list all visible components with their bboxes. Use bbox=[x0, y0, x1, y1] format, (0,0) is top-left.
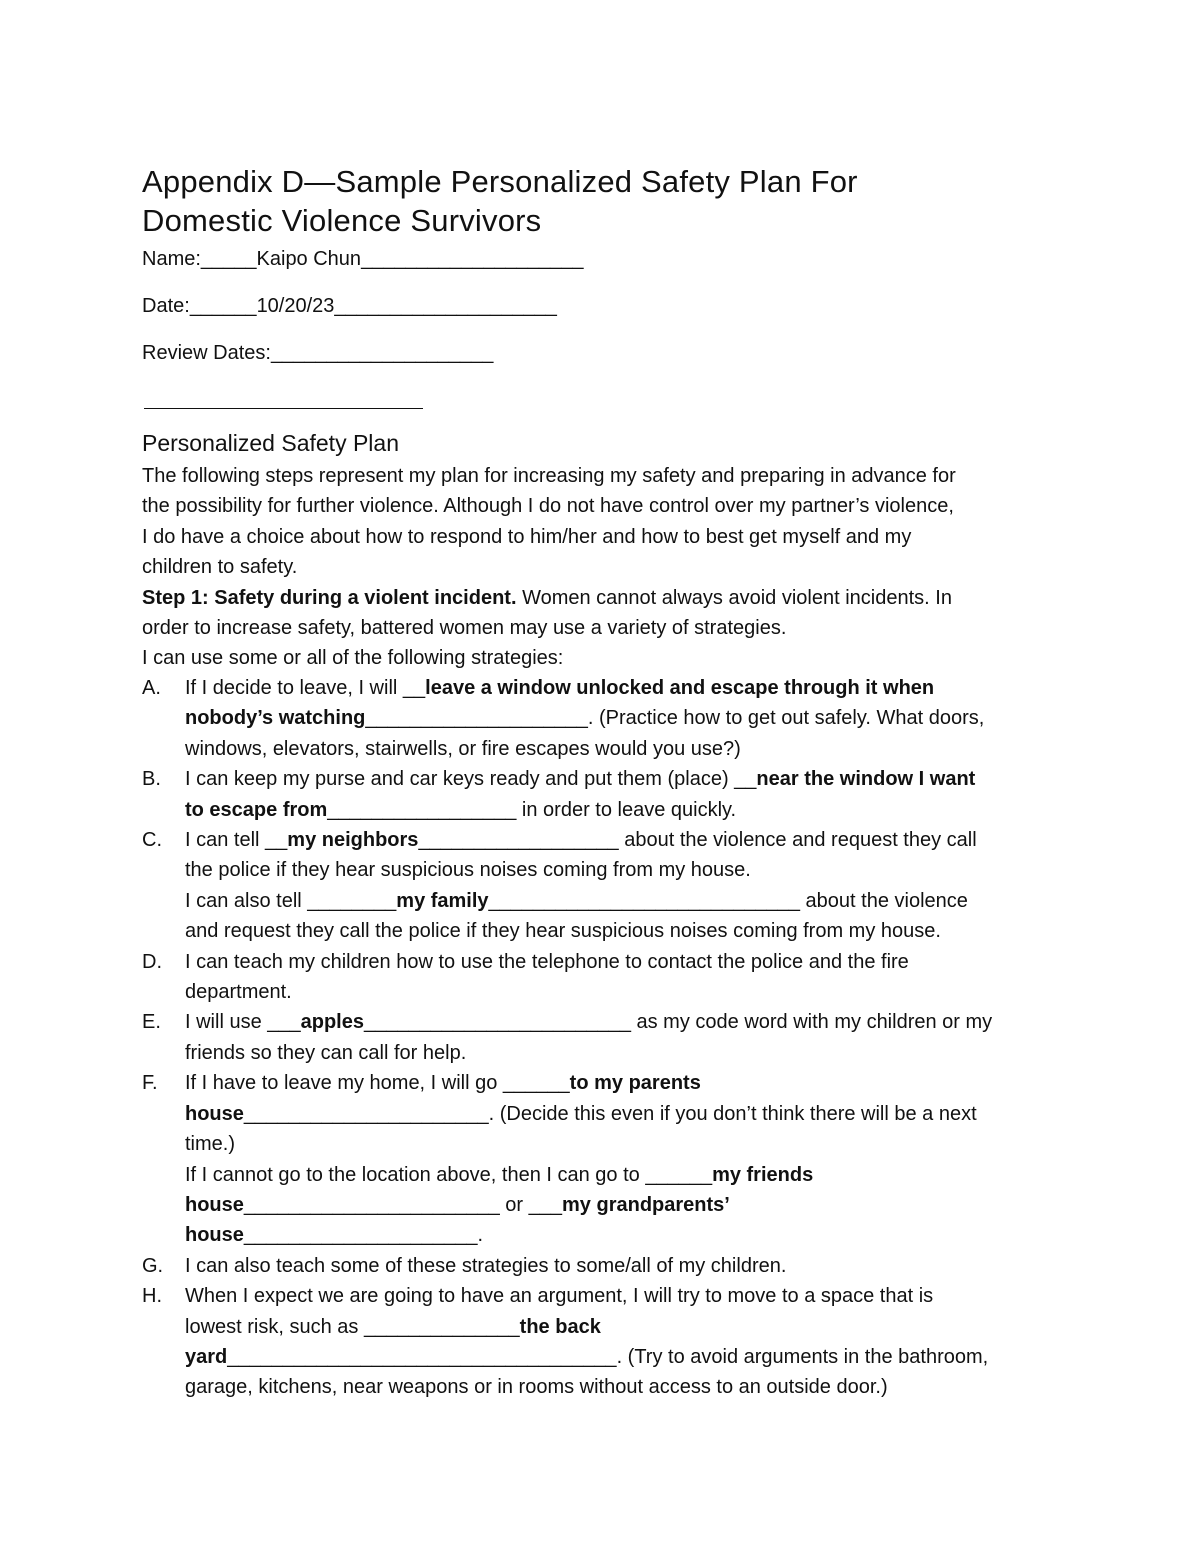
date-value: 10/20/23 bbox=[256, 295, 335, 317]
intro-paragraph: The following steps represent my plan for increasing my safety and preparing in advance for the possibility for further violence. Although I do not have control over my partner’s violence, I do have a choice about how to respond to him/her and how to best get myself and my children to safety. Step 1: Safety during a violent incident. Women cannot always avoid violent incidents. In order to increase safety, battered women may use a variety of strategies. I can use some or all of the following strategies: bbox=[142, 461, 1042, 674]
list-item-d: D. I can teach my children how to use the telephone to contact the police and the fire department. bbox=[142, 947, 1042, 1008]
list-marker: C. bbox=[142, 829, 162, 852]
list-marker: D. bbox=[142, 950, 162, 973]
list-marker: G. bbox=[142, 1254, 164, 1277]
review-dates-field bbox=[142, 340, 493, 366]
date-field: Date:______10/20/23____________________ bbox=[142, 295, 557, 317]
signature-line bbox=[144, 408, 423, 409]
list-item-c: C. I can tell __my neighbors__________________ about the violence and request they call the police if they hear suspicious noises coming from my house. I can also tell ________my family____________________________ about the violence and request they call the police if they hear suspicious noises coming from my house. bbox=[142, 825, 1042, 947]
title-line-1: Appendix D—Sample Personalized Safety Plan For bbox=[142, 164, 858, 199]
list-item-b: B. I can keep my purse and car keys ready and put them (place) __near the window I want to escape from_________________ in order to leave quickly. bbox=[142, 764, 1042, 825]
list-item-e: E. I will use ___apples________________________ as my code word with my children or my friends so they can call for help. bbox=[142, 1007, 1042, 1068]
review-dates-label: Review Dates: bbox=[142, 342, 271, 364]
title-line-2: Domestic Violence Survivors bbox=[142, 203, 542, 238]
document-title bbox=[142, 162, 1142, 240]
date-label: Date: bbox=[142, 295, 190, 317]
list-item-g: G. I can also teach some of these strategies to some/all of my children. bbox=[142, 1251, 1042, 1281]
list-item-a: A. If I decide to leave, I will __leave a window unlocked and escape through it when nobody’s watching____________________. (Practice how to get out safely. What doors, windows, elevators, stairwells, or fire escapes would you use?) bbox=[142, 673, 1042, 764]
name-label: Name: bbox=[142, 248, 201, 270]
list-marker: B. bbox=[142, 768, 161, 791]
list-item-f: F. If I have to leave my home, I will go ______to my parents house______________________. (Decide this even if you don’t think there will be a next time.) If I cannot go to the location above, then I can go to ______my friends house_______________________ or ___my grandparents’ house_____________________. bbox=[142, 1068, 1042, 1250]
review-dates-blank: ____________________ bbox=[270, 342, 494, 364]
strategy-list bbox=[142, 673, 1042, 1403]
name-field: Name:_____Kaipo Chun____________________ bbox=[142, 248, 584, 270]
list-marker: H. bbox=[142, 1285, 162, 1308]
step-1-paragraph: Step 1: Safety during a violent incident. Women cannot always avoid violent incidents. In bbox=[142, 586, 952, 609]
list-item-h: H. When I expect we are going to have an argument, I will try to move to a space that is lowest risk, such as ______________the back yard___________________________________. (Try to avoid arguments in the bathroom, garage, kitchens, near weapons or in rooms without access to an outside door.) bbox=[142, 1281, 1042, 1403]
list-marker: F. bbox=[142, 1072, 158, 1095]
list-marker: E. bbox=[142, 1011, 161, 1034]
name-value: Kaipo Chun bbox=[256, 248, 362, 270]
section-heading: Personalized Safety Plan bbox=[142, 430, 399, 456]
list-marker: A. bbox=[142, 677, 161, 699]
step-1-label: Step 1: Safety during a violent incident. bbox=[142, 586, 517, 609]
